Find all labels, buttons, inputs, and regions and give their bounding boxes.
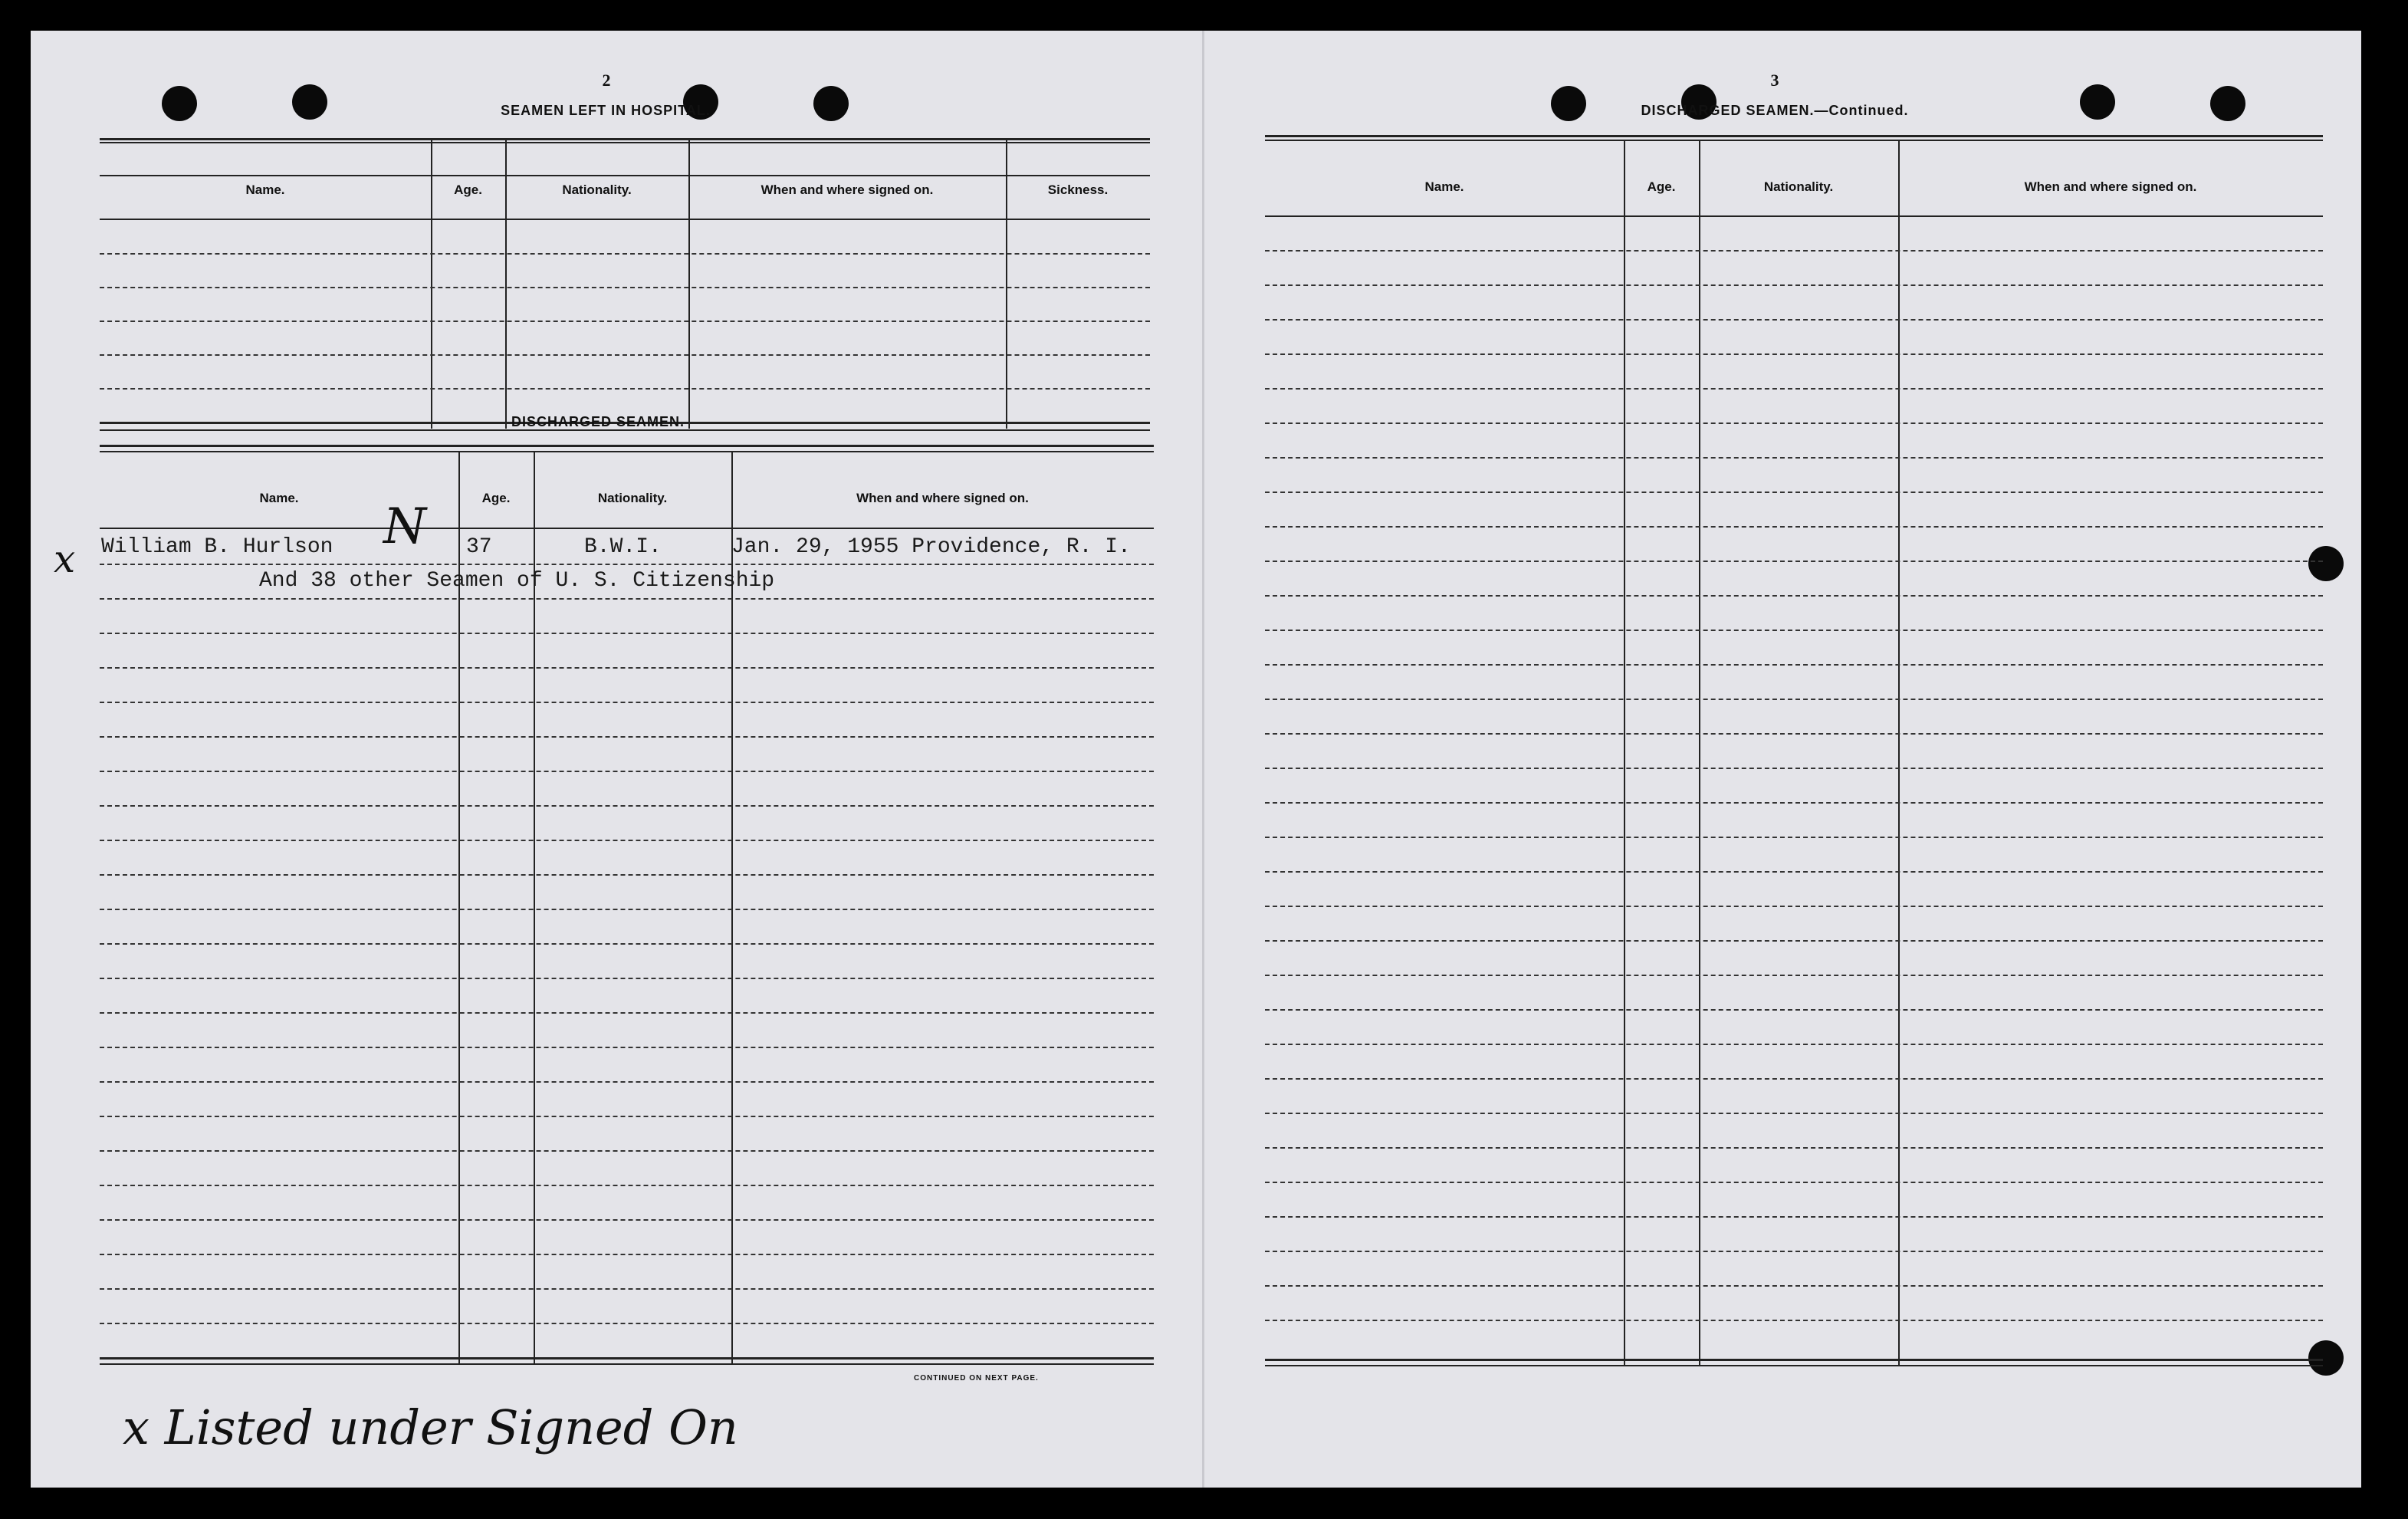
continued-note: CONTINUED ON NEXT PAGE.	[914, 1374, 1039, 1383]
col-header-age: Age.	[481, 491, 511, 505]
col-header-signed-on: When and where signed on.	[856, 491, 1029, 505]
entry-age: 37	[466, 535, 492, 559]
page-number: 3	[1770, 71, 1779, 90]
entry-nationality: B.W.I.	[584, 535, 662, 559]
col-header-name: Name.	[245, 182, 285, 197]
punch-hole	[292, 84, 327, 120]
entry-signed-on: Jan. 29, 1955 Providence, R. I.	[731, 535, 1131, 559]
page-number: 2	[602, 71, 611, 90]
hospital-section-title: SEAMEN LEFT IN HOSPITAL.	[501, 103, 711, 118]
right-section-title: DISCHARGED SEAMEN.—Continued.	[1641, 103, 1909, 118]
discharged-section-title: DISCHARGED SEAMEN.	[511, 414, 685, 429]
punch-hole	[2080, 84, 2115, 120]
document-sheet	[31, 31, 2361, 1488]
margin-x-mark: x	[54, 537, 76, 581]
discharged-continued-table	[1265, 135, 2323, 1408]
col-header-name: Name.	[1424, 179, 1464, 194]
col-header-signed-on: When and where signed on.	[761, 182, 934, 197]
entry-name: William B. Hurlson	[101, 535, 333, 559]
punch-hole	[162, 86, 197, 121]
col-header-nationality: Nationality.	[1763, 179, 1834, 194]
entry-note: And 38 other Seamen of U. S. Citizenship	[259, 569, 775, 593]
col-header-age: Age.	[454, 182, 482, 197]
col-header-name: Name.	[259, 491, 299, 505]
entry-check-mark: N	[383, 498, 426, 555]
col-header-sickness: Sickness.	[1047, 182, 1109, 197]
punch-hole	[813, 86, 849, 121]
punch-hole	[1551, 86, 1586, 121]
col-header-nationality: Nationality.	[562, 182, 632, 197]
handwritten-note: x Listed under Signed On	[123, 1399, 738, 1455]
col-header-signed-on: When and where signed on.	[2024, 179, 2197, 194]
col-header-age: Age.	[1647, 179, 1676, 194]
col-header-nationality: Nationality.	[597, 491, 668, 505]
punch-hole	[2210, 86, 2245, 121]
hospital-table	[100, 138, 1150, 433]
page-fold	[1202, 31, 1204, 1488]
